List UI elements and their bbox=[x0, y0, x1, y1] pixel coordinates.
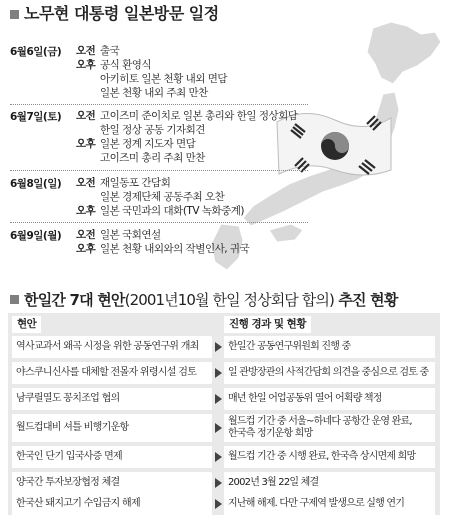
issues-title bbox=[24, 289, 398, 311]
period-label: 오전 bbox=[76, 110, 96, 122]
status-column-header: 진행 경과 및 현황 bbox=[224, 316, 311, 333]
schedule-title: 노무현 대통령 일본방문 일정 bbox=[24, 4, 219, 23]
issue-cell: 한국인 단기 입국사증 면제 bbox=[12, 446, 212, 468]
section-bullet bbox=[10, 10, 19, 19]
event-text: 일본 천황 내외와의 작별인사, 귀국 bbox=[100, 243, 250, 255]
arrow-right-icon bbox=[215, 499, 222, 509]
event-text: 일본 천황 내외 주최 만찬 bbox=[100, 87, 208, 99]
issue-cell: 역사교과서 왜곡 시정을 위한 공동연구위 개최 bbox=[12, 336, 212, 358]
arrow-right-icon bbox=[215, 394, 222, 404]
issues-title-paren: (2001년10월 한일 정상회담 합의) bbox=[124, 291, 334, 309]
period-label: 오후 bbox=[76, 205, 96, 217]
event-text: 고이즈미 준이치로 일본 총리와 한일 정상회담 bbox=[100, 110, 298, 122]
period-label: 오전 bbox=[76, 177, 96, 189]
divider bbox=[10, 222, 308, 223]
issues-table bbox=[8, 313, 440, 515]
event-text: 고이즈미 총리 주최 만찬 bbox=[100, 152, 205, 164]
issue-cell: 한국산 돼지고기 수입금지 해제 bbox=[12, 493, 212, 515]
event-text: 아키히토 일본 천황 내외 면담 bbox=[100, 73, 228, 85]
issue-cell: 야스쿠니신사를 대체할 전몰자 위령시설 검토 bbox=[12, 362, 212, 384]
period-label: 오전 bbox=[76, 229, 96, 241]
status-cell bbox=[224, 446, 435, 468]
status-cell bbox=[224, 472, 435, 494]
status-line: 월드컵 기간 중 시행 완료, 한국측 상시면제 희망 bbox=[228, 451, 416, 462]
status-line: 한국측 정기운항 희망 bbox=[228, 428, 313, 439]
arrow-right-icon bbox=[215, 342, 222, 352]
status-line: 한일간 공동연구위원회 진행 중 bbox=[228, 341, 351, 352]
event-text: 일본 국회연설 bbox=[100, 229, 161, 241]
event-text: 일본 경제단체 공동주최 오찬 bbox=[100, 191, 225, 203]
arrow-right-icon bbox=[215, 368, 222, 378]
status-line: 일 관방장관의 사적간담회 의견을 중심으로 검토 중 bbox=[228, 367, 429, 378]
day-date: 6월6일(금) bbox=[10, 46, 62, 58]
arrow-right-icon bbox=[215, 423, 222, 433]
status-line: 지난해 해제. 다만 구제역 발생으로 실행 연기 bbox=[228, 498, 405, 509]
divider bbox=[10, 170, 308, 171]
period-label: 오후 bbox=[76, 138, 96, 150]
status-line: 월드컵 기간 중 서울~하네다 공항간 운영 완료, bbox=[228, 416, 412, 427]
period-label: 오후 bbox=[76, 243, 96, 255]
issues-title-tail: 추진 현황 bbox=[333, 291, 398, 309]
issues-column-header: 현안 bbox=[12, 316, 41, 333]
status-line: 2002년 3월 22일 체결 bbox=[228, 477, 319, 488]
event-text: 재일동포 간담회 bbox=[100, 177, 171, 189]
issues-title-main: 한일간 7대 현안 bbox=[24, 291, 125, 309]
day-date: 6월8일(일) bbox=[10, 178, 62, 190]
status-cell bbox=[224, 362, 435, 384]
issue-cell: 양국간 투자보장협정 체결 bbox=[12, 472, 212, 494]
event-text: 일본 국민과의 대화(TV 녹화중계) bbox=[100, 205, 245, 217]
event-text: 공식 환영식 bbox=[100, 59, 152, 71]
issue-cell: 남쿠릴열도 꽁치조업 협의 bbox=[12, 388, 212, 410]
issue-cell: 월드컵대비 셔틀 비행기운항 bbox=[12, 414, 212, 442]
status-line: 매년 한일 어업공동위 열어 어획량 책정 bbox=[228, 393, 382, 404]
period-label: 오후 bbox=[76, 59, 96, 71]
event-text: 출국 bbox=[100, 45, 120, 57]
period-label: 오전 bbox=[76, 45, 96, 57]
day-date: 6월9일(월) bbox=[10, 230, 62, 242]
status-cell bbox=[224, 388, 435, 410]
arrow-right-icon bbox=[215, 478, 222, 488]
status-cell bbox=[224, 493, 435, 515]
section-bullet bbox=[10, 295, 19, 304]
event-text: 일본 정계 지도자 면담 bbox=[100, 138, 196, 150]
arrow-right-icon bbox=[215, 452, 222, 462]
day-date: 6월7일(토) bbox=[10, 111, 62, 123]
event-text: 한일 정상 공동 기자회견 bbox=[100, 124, 205, 136]
divider bbox=[10, 104, 308, 105]
status-cell bbox=[224, 414, 435, 442]
status-cell bbox=[224, 336, 435, 358]
